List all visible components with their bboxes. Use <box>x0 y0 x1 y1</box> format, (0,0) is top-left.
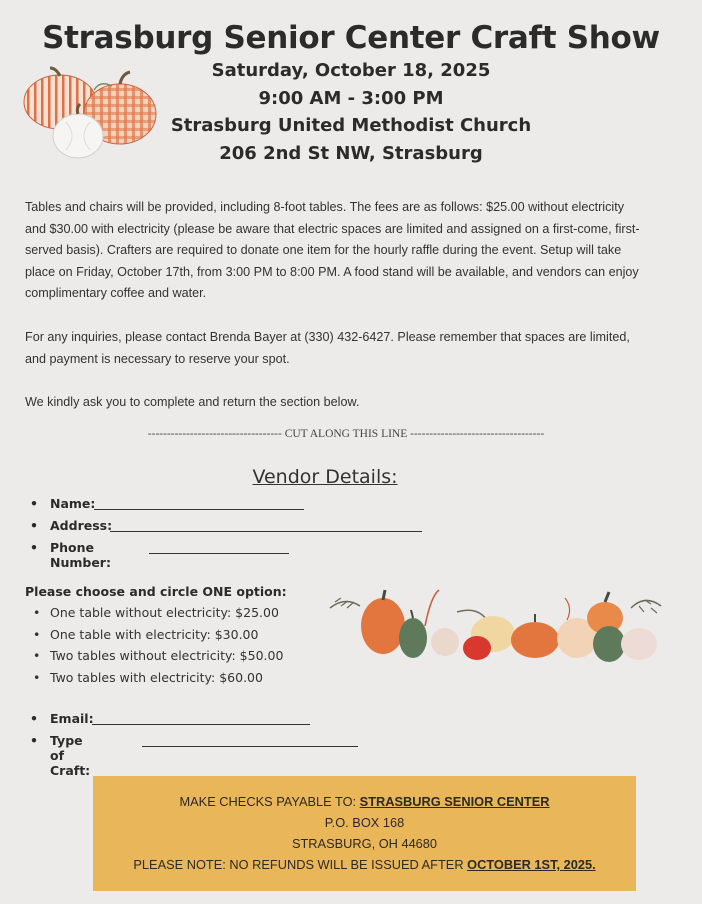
options-heading: Please choose and circle ONE option: <box>25 584 287 599</box>
info-line: Tables and chairs will be provided, including 8-foot tables. The fees are as follows: $25.00 without electricity <box>25 200 624 214</box>
craft-type-label: Type of Craft: <box>50 733 91 778</box>
bullet-icon: • <box>33 626 41 642</box>
payable-to-label: MAKE CHECKS PAYABLE TO: <box>179 794 360 809</box>
bullet-icon: • <box>30 496 38 511</box>
pumpkin-row-illustration <box>325 578 675 664</box>
option-label: One table without electricity: $25.00 <box>50 605 279 620</box>
phone-blank-line[interactable] <box>149 553 289 554</box>
bullet-icon: • <box>30 733 38 748</box>
info-line: complimentary coffee and water. <box>25 286 207 300</box>
cut-line: ----------------------------------- CUT ALONG THIS LINE ----------------------------------- <box>147 428 545 440</box>
name-label: Name: <box>50 496 96 511</box>
info-line: served basis). Crafters are required to donate one item for the hourly raffle during the event. Setup will take <box>25 243 622 257</box>
address-label: Address: <box>50 518 113 533</box>
info-line: and $30.00 with electricity (please be aware that electric spaces are limited and assigned on a first-come, first- <box>25 221 640 236</box>
name-blank-line[interactable] <box>94 509 304 510</box>
contact-line: and payment is necessary to reserve your spot. <box>25 351 290 366</box>
info-line: place on Friday, October 17th, from 3:00 PM to 8:00 PM. A food stand will be available, and vendors can enjoy <box>25 264 639 279</box>
bullet-icon: • <box>30 540 38 555</box>
option-label: Two tables with electricity: $60.00 <box>50 669 263 685</box>
page-title: Strasburg Senior Center Craft Show <box>42 20 660 56</box>
bullet-icon: • <box>30 518 38 533</box>
option-label: One table with electricity: $30.00 <box>50 626 259 642</box>
event-time: 9:00 AM - 3:00 PM <box>258 88 444 109</box>
event-date: Saturday, October 18, 2025 <box>211 60 491 81</box>
email-blank-line[interactable] <box>92 724 310 725</box>
option-label: Two tables without electricity: $50.00 <box>50 648 284 663</box>
phone-label: Phone Number: <box>50 540 111 570</box>
plaid-pumpkins-illustration <box>20 64 160 164</box>
refund-note-label: PLEASE NOTE: NO REFUNDS WILL BE ISSUED AFTER <box>133 857 468 872</box>
craft-type-blank-line[interactable] <box>142 746 358 747</box>
email-label: Email: <box>50 711 94 726</box>
event-address: 206 2nd St NW, Strasburg <box>219 143 483 164</box>
city-state-line: STRASBURG, OH 44680 <box>291 836 438 851</box>
contact-paragraph <box>25 327 685 370</box>
vendor-details-heading: Vendor Details: <box>252 466 398 488</box>
event-venue: Strasburg United Methodist Church <box>170 115 532 136</box>
bullet-icon: • <box>33 669 41 685</box>
payable-to-name: STRASBURG SENIOR CENTER <box>359 794 550 809</box>
contact-line: For any inquiries, please contact Brenda Bayer at (330) 432-6427. Please remember that spaces are limited, <box>25 330 630 344</box>
payment-info-box <box>93 776 636 891</box>
payable-to-line <box>93 794 636 809</box>
address-blank-line[interactable] <box>110 531 422 532</box>
bullet-icon: • <box>33 605 41 620</box>
refund-deadline: OCTOBER 1ST, 2025. <box>467 857 596 872</box>
info-paragraph <box>25 197 685 305</box>
bullet-icon: • <box>30 711 38 726</box>
refund-note-line <box>93 857 636 872</box>
po-box-line: P.O. BOX 168 <box>324 815 405 830</box>
bullet-icon: • <box>33 648 41 663</box>
return-instruction: We kindly ask you to complete and return the section below. <box>25 395 360 409</box>
